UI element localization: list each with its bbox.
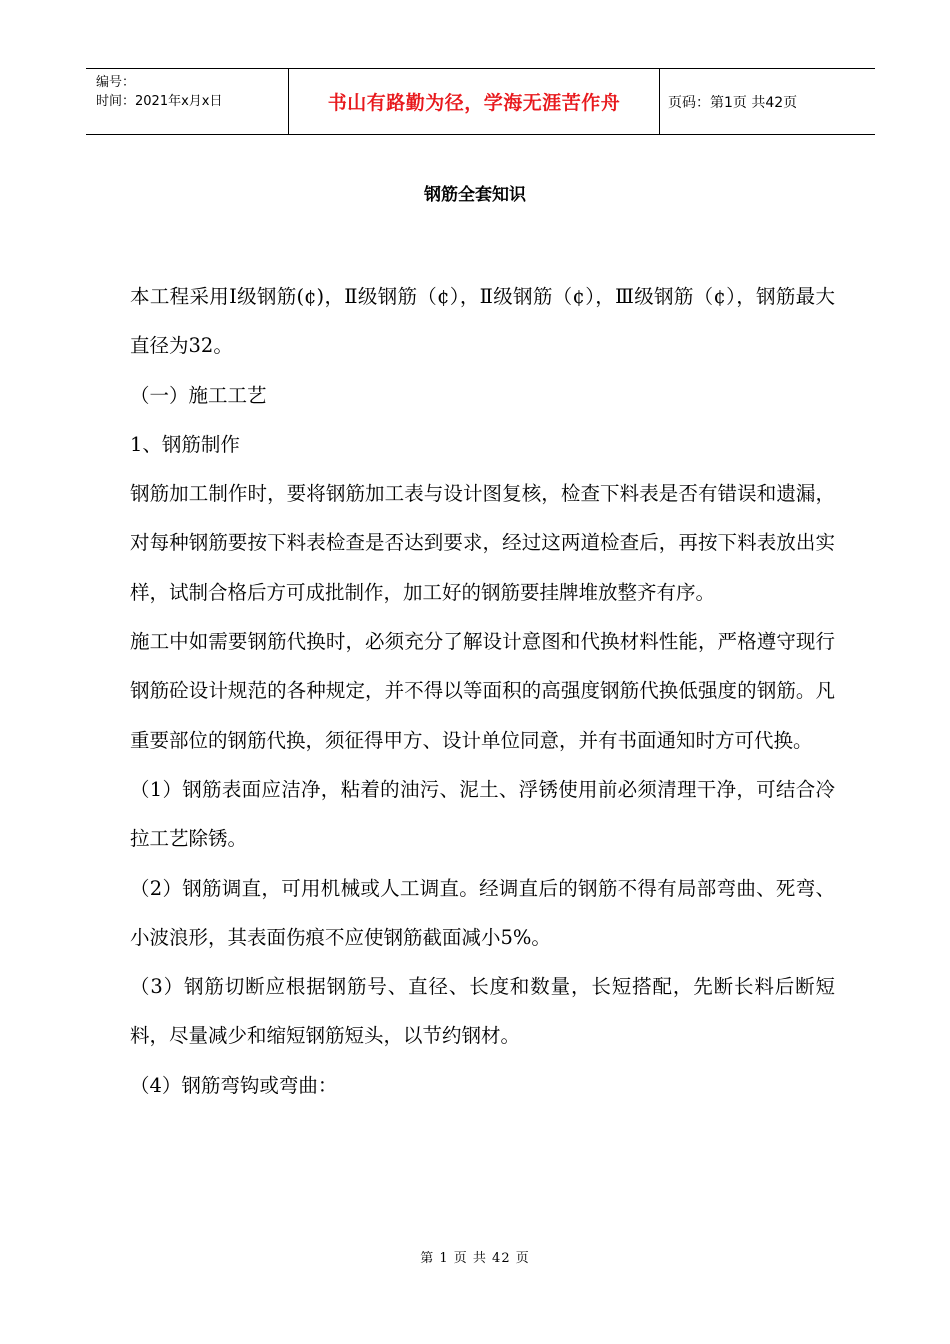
list-item: （3）钢筋切断应根据钢筋号、直径、长度和数量，长短搭配，先断长料后断短料，尽量减少和缩短钢筋短头，以节约钢材。 [130, 975, 835, 1048]
section-heading: （一）施工工艺 [130, 383, 267, 407]
time-label: 时间：2021年x月x日 [96, 94, 223, 109]
list-item: （1）钢筋表面应洁净，粘着的油污、泥土、浮锈使用前必须清理干净，可结合冷拉工艺除锈。 [130, 777, 835, 851]
serial-number-label: 编号： [96, 75, 136, 90]
header-motto-cell [288, 69, 660, 134]
list-item: （4）钢筋弯钩或弯曲： [130, 1073, 338, 1097]
list-item: （2）钢筋调直，可用机械或人工调直。经调直后的钢筋不得有局部弯曲、死弯、小波浪形，其表面伤痕不应使钢筋截面减小5%。 [130, 876, 835, 949]
subsection-heading: 1、钢筋制作 [130, 432, 240, 456]
header-page-info [660, 69, 875, 134]
header-meta [86, 69, 288, 134]
document-body [130, 272, 835, 1110]
paragraph: 施工中如需要钢筋代换时，必须充分了解设计意图和代换材料性能，严格遵守现行钢筋砼设计规范的各种规定，并不得以等面积的高强度钢筋代换低强度的钢筋。凡重要部位的钢筋代换，须征得甲方、设计单位同意，并有书面通知时方可代换。 [130, 630, 835, 752]
paragraph: 本工程采用Ⅰ级钢筋(¢)，Ⅱ级钢筋（¢），Ⅱ级钢筋（¢），Ⅲ级钢筋（¢），钢筋最大直径为32。 [130, 285, 835, 358]
page-footer: 第 1 页 共 42 页 [420, 1251, 530, 1266]
paragraph: 钢筋加工制作时，要将钢筋加工表与设计图复核，检查下料表是否有错误和遗漏，对每种钢筋要按下料表检查是否达到要求，经过这两道检查后，再按下料表放出实样，试制合格后方可成批制作，加工好的钢筋要挂牌堆放整齐有序。 [130, 482, 835, 604]
document-title: 钢筋全套知识 [424, 185, 526, 205]
page-header [86, 68, 875, 135]
motto-text: 书山有路勤为径，学海无涯苦作舟 [327, 92, 621, 114]
page-info-text: 页码：第1页 共42页 [668, 94, 798, 111]
